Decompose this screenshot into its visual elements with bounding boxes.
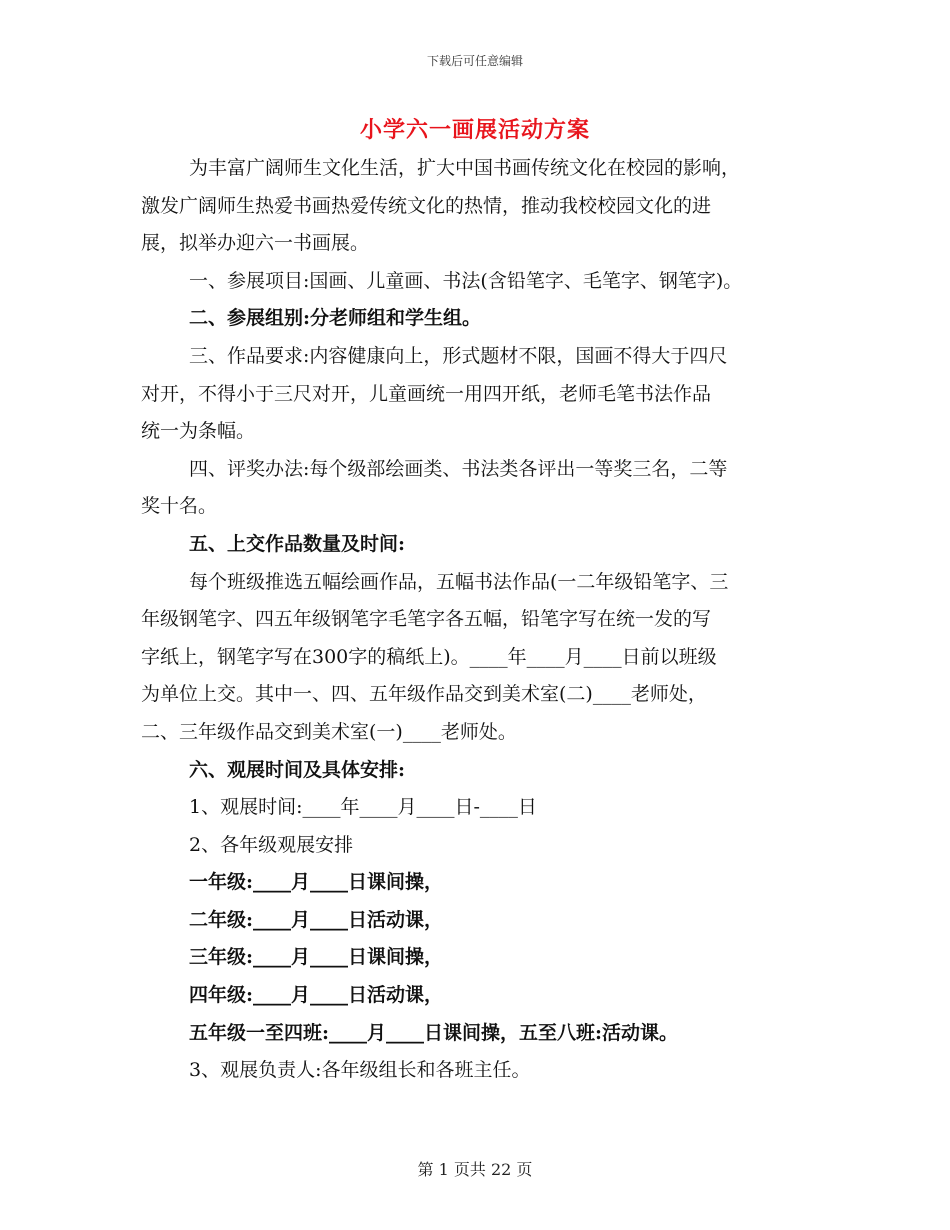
paragraph-line: 每个班级推选五幅绘画作品，五幅书法作品(一二年级铅笔字、三: [189, 570, 729, 593]
paragraph-line: 四年级:____月____日活动课，: [189, 984, 444, 1007]
paragraph-line: 激发广阔师生热爱书画热爱传统文化的热情，推动我校校园文化的进: [141, 194, 712, 217]
paragraph-line: 对开，不得小于三尺对开，儿童画统一用四开纸，老师毛笔书法作品: [141, 382, 712, 405]
paragraph-line: 2、各年级观展安排: [189, 833, 354, 856]
document-title: 小学六一画展活动方案: [359, 117, 590, 143]
paragraph-line: 为单位上交。其中一、四、五年级作品交到美术室(二)____老师处，: [141, 683, 707, 706]
paragraph-line: 字纸上，钢笔字写在300字的稿纸上)。____年____月____日前以班级: [141, 645, 717, 668]
document-body: [141, 150, 831, 1090]
paragraph-line: 五年级一至四班:____月____日课间操，五至八班:活动课。: [189, 1021, 679, 1044]
paragraph-line: 一年级:____月____日课间操，: [189, 871, 444, 894]
paragraph-line: 六、观展时间及具体安排:: [189, 758, 406, 781]
page-header: 下载后可任意编辑: [426, 54, 523, 68]
paragraph-line: 二、参展组别:分老师组和学生组。: [189, 307, 482, 330]
paragraph-line: 四、评奖办法:每个级部绘画类、书法类各评出一等奖三名，二等: [189, 457, 728, 480]
paragraph-line: 1、观展时间:____年____月____日-____日: [189, 796, 537, 819]
paragraph-line: 三年级:____月____日课间操，: [189, 946, 444, 969]
page-footer: 第 1 页共 22 页: [417, 1160, 533, 1179]
paragraph-line: 3、观展负责人:各年级组长和各班主任。: [189, 1059, 531, 1082]
paragraph-line: 奖十名。: [141, 495, 218, 518]
paragraph-line: 统一为条幅。: [141, 420, 256, 443]
paragraph-line: 为丰富广阔师生文化生活，扩大中国书画传统文化在校园的影响，: [189, 157, 741, 179]
paragraph-line: 二年级:____月____日活动课，: [189, 908, 444, 931]
paragraph-line: 年级钢笔字、四五年级钢笔字毛笔字各五幅，铅笔字写在统一发的写: [141, 608, 712, 631]
paragraph-line: 三、作品要求:内容健康向上，形式题材不限，国画不得大于四尺: [189, 344, 728, 367]
paragraph-line: 展，拟举办迎六一书画展。: [141, 232, 370, 255]
paragraph-line: 一、参展项目:国画、儿童画、书法(含铅笔字、毛笔字、钢笔字)。: [189, 269, 743, 292]
paragraph-line: 二、三年级作品交到美术室(一)____老师处。: [141, 720, 517, 743]
paragraph-line: 五、上交作品数量及时间:: [189, 532, 406, 555]
